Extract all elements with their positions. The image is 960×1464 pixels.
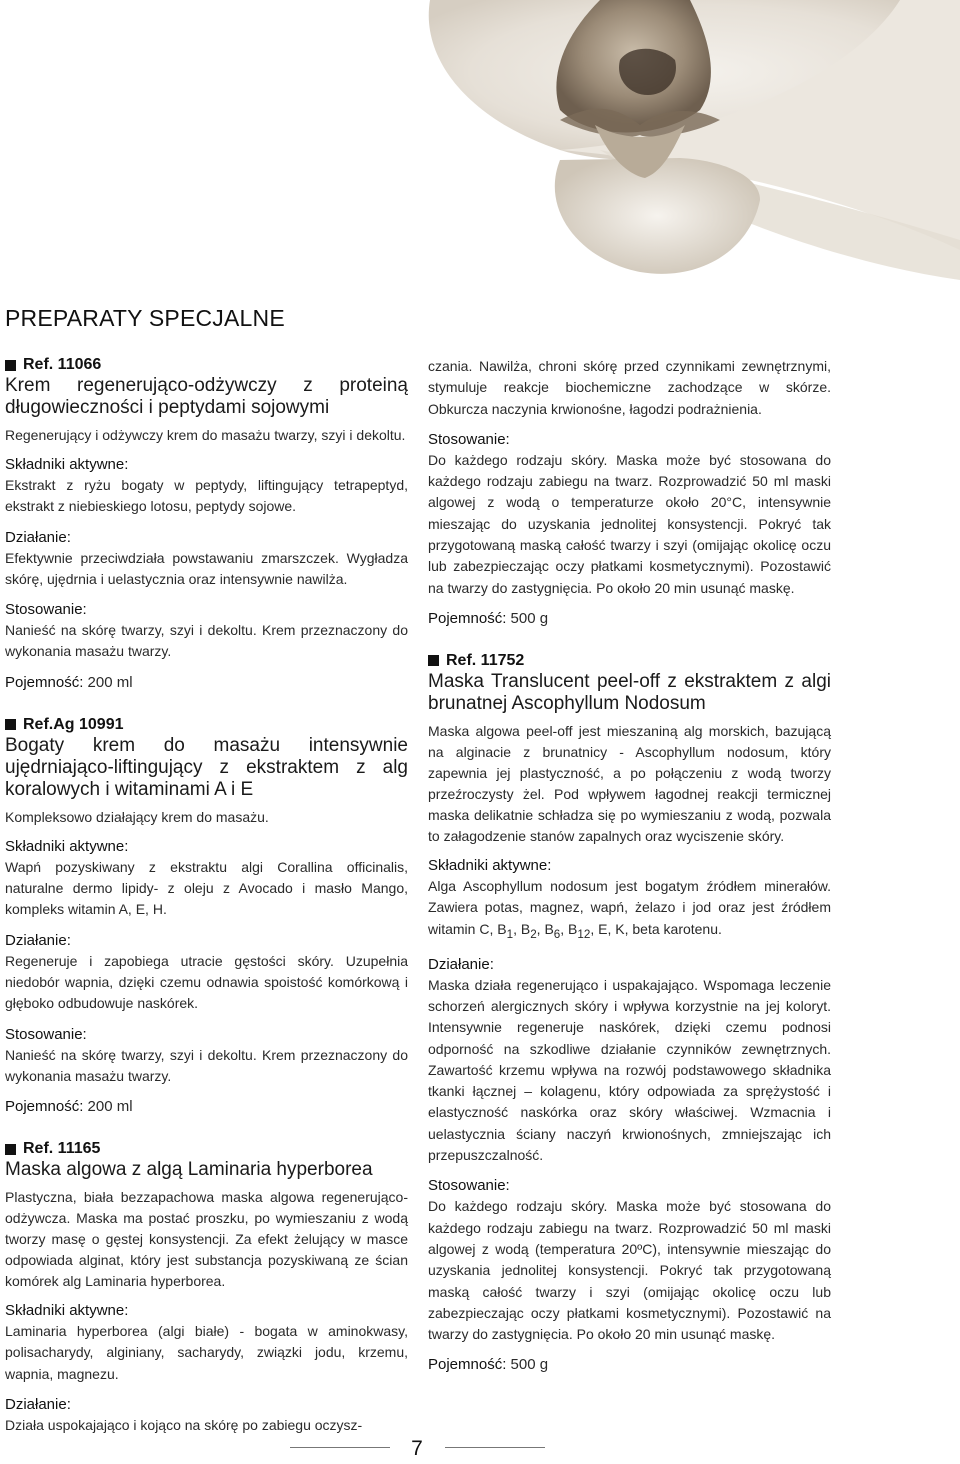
usage-label: Stosowanie: xyxy=(5,1025,87,1043)
size-line xyxy=(5,672,408,694)
size-label: Pojemność: xyxy=(5,1098,84,1116)
usage-text: Nanieść na skórę twarzy, szyi i dekoltu. Krem przeznaczony do wykonania masażu twarzy. xyxy=(5,1046,408,1084)
product-intro: Maska algowa peel-off jest mieszaniną alg morskich, bazującą na alginacie z brunatnicy - Ascophyllum nodosum, który zapewnia jej plastyczność, a po połączeniu z wodą tworzy przeźroczysty żel. Pod wpływem łagodnej reakcji termicznej maska delikatnie schładza się po wymieszaniu z wodą, pozwala to załagodzenie stanów zapalnych oraz wyciszenie skóry. xyxy=(428,722,831,844)
active-label: Składniki aktywne: xyxy=(5,837,129,855)
product-11066 xyxy=(5,356,408,694)
action-section xyxy=(5,1394,408,1436)
action-text: Regeneruje i zapobiega utracie gęstości skóry. Uzupełnia niedobór wapnia, dzięki czemu odnawia spoistość komórkową i głęboko odbudowuje naskórek. xyxy=(5,952,408,1012)
size-line xyxy=(5,1096,408,1118)
size-line xyxy=(428,1354,831,1376)
action-label: Działanie: xyxy=(5,1396,71,1414)
ref-number: Ref.Ag 10991 xyxy=(23,715,124,733)
active-section xyxy=(5,1300,408,1385)
action-continued xyxy=(428,356,831,420)
usage-label: Stosowanie: xyxy=(5,601,87,619)
subscript: 2 xyxy=(530,927,537,941)
action-text-cont: czania. Nawilża, chroni skórę przed czynnikami zewnętrznymi, stymuluje reakcje biochemiczne zachodzące w skórze. Obkurcza naczynia krwionośne, łagodzi podrażnienia. xyxy=(428,358,831,417)
action-section xyxy=(428,954,831,1167)
size-label: Pojemność: xyxy=(428,1356,507,1374)
left-column xyxy=(5,356,408,1450)
square-bullet-icon xyxy=(5,1144,16,1155)
size-label: Pojemność: xyxy=(5,673,84,691)
size-value: 500 g xyxy=(510,609,549,627)
product-intro: Kompleksowo działający krem do masażu. xyxy=(5,808,269,825)
orchid-photo xyxy=(0,0,960,300)
product-ref xyxy=(428,652,831,670)
active-text: Wapń pozyskiwany z ekstraktu algi Corallina officinalis, naturalne dermo lipidy- z oleju z Avocado i masło Mango, kompleks witamin A, E, H. xyxy=(5,858,408,918)
subscript: 1 xyxy=(506,927,514,941)
square-bullet-icon xyxy=(5,719,16,730)
right-column xyxy=(428,356,831,1398)
usage-section xyxy=(5,599,408,663)
action-label: Działanie: xyxy=(5,931,71,949)
size-label: Pojemność: xyxy=(428,609,507,627)
product-10991 xyxy=(5,716,408,1118)
size-line xyxy=(428,608,831,630)
action-text: Efektywnie przeciwdziała powstawaniu zmarszczek. Wygładza skórę, ujędrnia i uelastycznia oraz intensywnie nawilża. xyxy=(5,549,408,587)
size-value: 500 g xyxy=(510,1356,549,1374)
text-sep: , B xyxy=(536,920,554,937)
product-name: Maska algowa z algą Laminaria hyperborea xyxy=(5,1159,373,1181)
footer-rule-right xyxy=(445,1447,545,1448)
product-11165-continued xyxy=(428,356,831,630)
text-sep: , B xyxy=(513,920,531,937)
page-number: 7 xyxy=(411,1437,423,1460)
page-title: PREPARATY SPECJALNE xyxy=(5,305,285,331)
usage-label: Stosowanie: xyxy=(428,1177,510,1195)
action-section xyxy=(5,527,408,591)
square-bullet-icon xyxy=(428,655,439,666)
usage-section xyxy=(428,1175,831,1345)
active-text-b: , E, K, beta karotenu. xyxy=(590,920,722,937)
product-11752 xyxy=(428,652,831,1376)
size-value: 200 ml xyxy=(87,1098,133,1116)
usage-text: Do każdego rodzaju skóry. Maska może być stosowana do każdego rodzaju zabiegu na twarz. Rozprowadzić 50 ml maski algowej z wodą o temperaturze około 20°C, intensywnie mieszając do uzyskania jednolitej konsystencji. Pokryć tak przygotowaną maską całość twarzy i szyi (omijając okolicę oczu lub zabezpieczając oczy płatkami kosmetycznymi). Pozostawić na twarzy do zastygnięcia. Po około 20 min usunąć maskę. xyxy=(428,451,831,596)
ref-number: Ref. 11165 xyxy=(23,1140,101,1158)
active-text xyxy=(428,876,831,945)
square-bullet-icon xyxy=(5,360,16,371)
usage-text: Do każdego rodzaju skóry. Maska może być stosowana do każdego rodzaju zabiegu na twarz. Rozprowadzić 50 ml maski algowej z wodą (temperatura 20ºC), intensywnie mieszając do uzyskania jednolitej konsystencji. Pokryć tak przygotowaną maską całość twarzy i szyi (omijając okolicę oczu lub zabezpieczając oczy płatkami kosmetycznymi). Pozostawić na twarzy do zastygnięcia. Po około 20 min usunąć maskę. xyxy=(428,1198,831,1343)
product-ref xyxy=(5,356,408,374)
active-section xyxy=(428,855,831,945)
subscript: 6 xyxy=(553,927,561,941)
usage-label: Stosowanie: xyxy=(428,430,510,448)
active-label: Składniki aktywne: xyxy=(428,856,552,874)
product-ref xyxy=(5,1140,408,1158)
action-label: Działanie: xyxy=(428,955,494,973)
size-value: 200 ml xyxy=(87,673,133,691)
action-text: Maska działa regenerująco i uspakajająco. Wspomaga leczenie schorzeń alergicznych skóry i wpływa korzystnie na jej koloryt. Intensywnie regeneruje naskórek, dzięki czemu podnosi odporność na szkodliwe działanie czynników zewnętrznych. Zawartość krzemu wpływa na rozwój podstawowego składnika tkanki łącznej – kolagenu, który odpowiada za sprężystość i elastyczność naskórka oraz skóry właściwej. Wzmacnia i uelastycznia ściany naczyń krwionośnych, zmniejszając ich przepuszczalność. xyxy=(428,976,831,1164)
product-ref xyxy=(5,716,408,734)
ref-number: Ref. 11752 xyxy=(446,651,525,669)
action-text-start: Działa uspokajająco i kojąco na skórę po zabiegu oczysz- xyxy=(5,1417,363,1434)
action-section xyxy=(5,930,408,1015)
text-sep: , B xyxy=(560,920,578,937)
active-label: Składniki aktywne: xyxy=(5,456,129,473)
product-intro: Plastyczna, biała bezzapachowa maska algowa regenerująco-odżywcza. Maska ma postać proszku, po wymieszaniu z wodą tworzy masę o gęstej konsystencji. Za efekt żelujący w masce odpowiada alginat, który jest substancja pozyskiwaną ze ścian komórek alg Laminaria hyperborea. xyxy=(5,1189,408,1290)
active-text-a: Alga Ascophyllum nodosum jest bogatym źródłem minerałów. Zawiera potas, magnez, wapń, żelazo i jod oraz jest źródłem witamin C, B xyxy=(428,877,831,937)
product-name: Krem regenerująco-odżywczy z proteiną długowieczności i peptydami sojowymi xyxy=(5,375,408,418)
product-intro: Regenerujący i odżywczy krem do masażu twarzy, szyi i dekoltu. xyxy=(5,427,406,443)
product-name: Bogaty krem do masażu intensywnie ujędrniająco-liftingujący z ekstraktem z alg koralowych i witaminami A i E xyxy=(5,734,408,800)
action-label: Działanie: xyxy=(5,528,71,546)
active-section xyxy=(5,454,408,518)
usage-section xyxy=(428,429,831,599)
ref-number: Ref. 11066 xyxy=(23,356,102,373)
subscript: 12 xyxy=(577,927,591,941)
active-label: Składniki aktywne: xyxy=(5,1302,129,1320)
usage-text: Nanieść na skórę twarzy, szyi i dekoltu. Krem przeznaczony do wykonania masażu twarzy. xyxy=(5,622,408,660)
footer-rule-left xyxy=(290,1447,390,1448)
active-text: Laminaria hyperborea (algi białe) - bogata w aminokwasy, polisacharydy, alginiany, sacharydy, związki jodu, krzemu, wapnia, magnezu. xyxy=(5,1323,408,1382)
product-name: Maska Translucent peel-off z ekstraktem z algi brunatnej Ascophyllum Nodosum xyxy=(428,670,831,714)
usage-section xyxy=(5,1024,408,1088)
product-11165 xyxy=(5,1140,408,1436)
active-section xyxy=(5,836,408,921)
active-text: Ekstrakt z ryżu bogaty w peptydy, liftingujący tetrapeptyd, ekstrakt z niebieskiego lotosu, peptydy sojowe. xyxy=(5,477,408,515)
